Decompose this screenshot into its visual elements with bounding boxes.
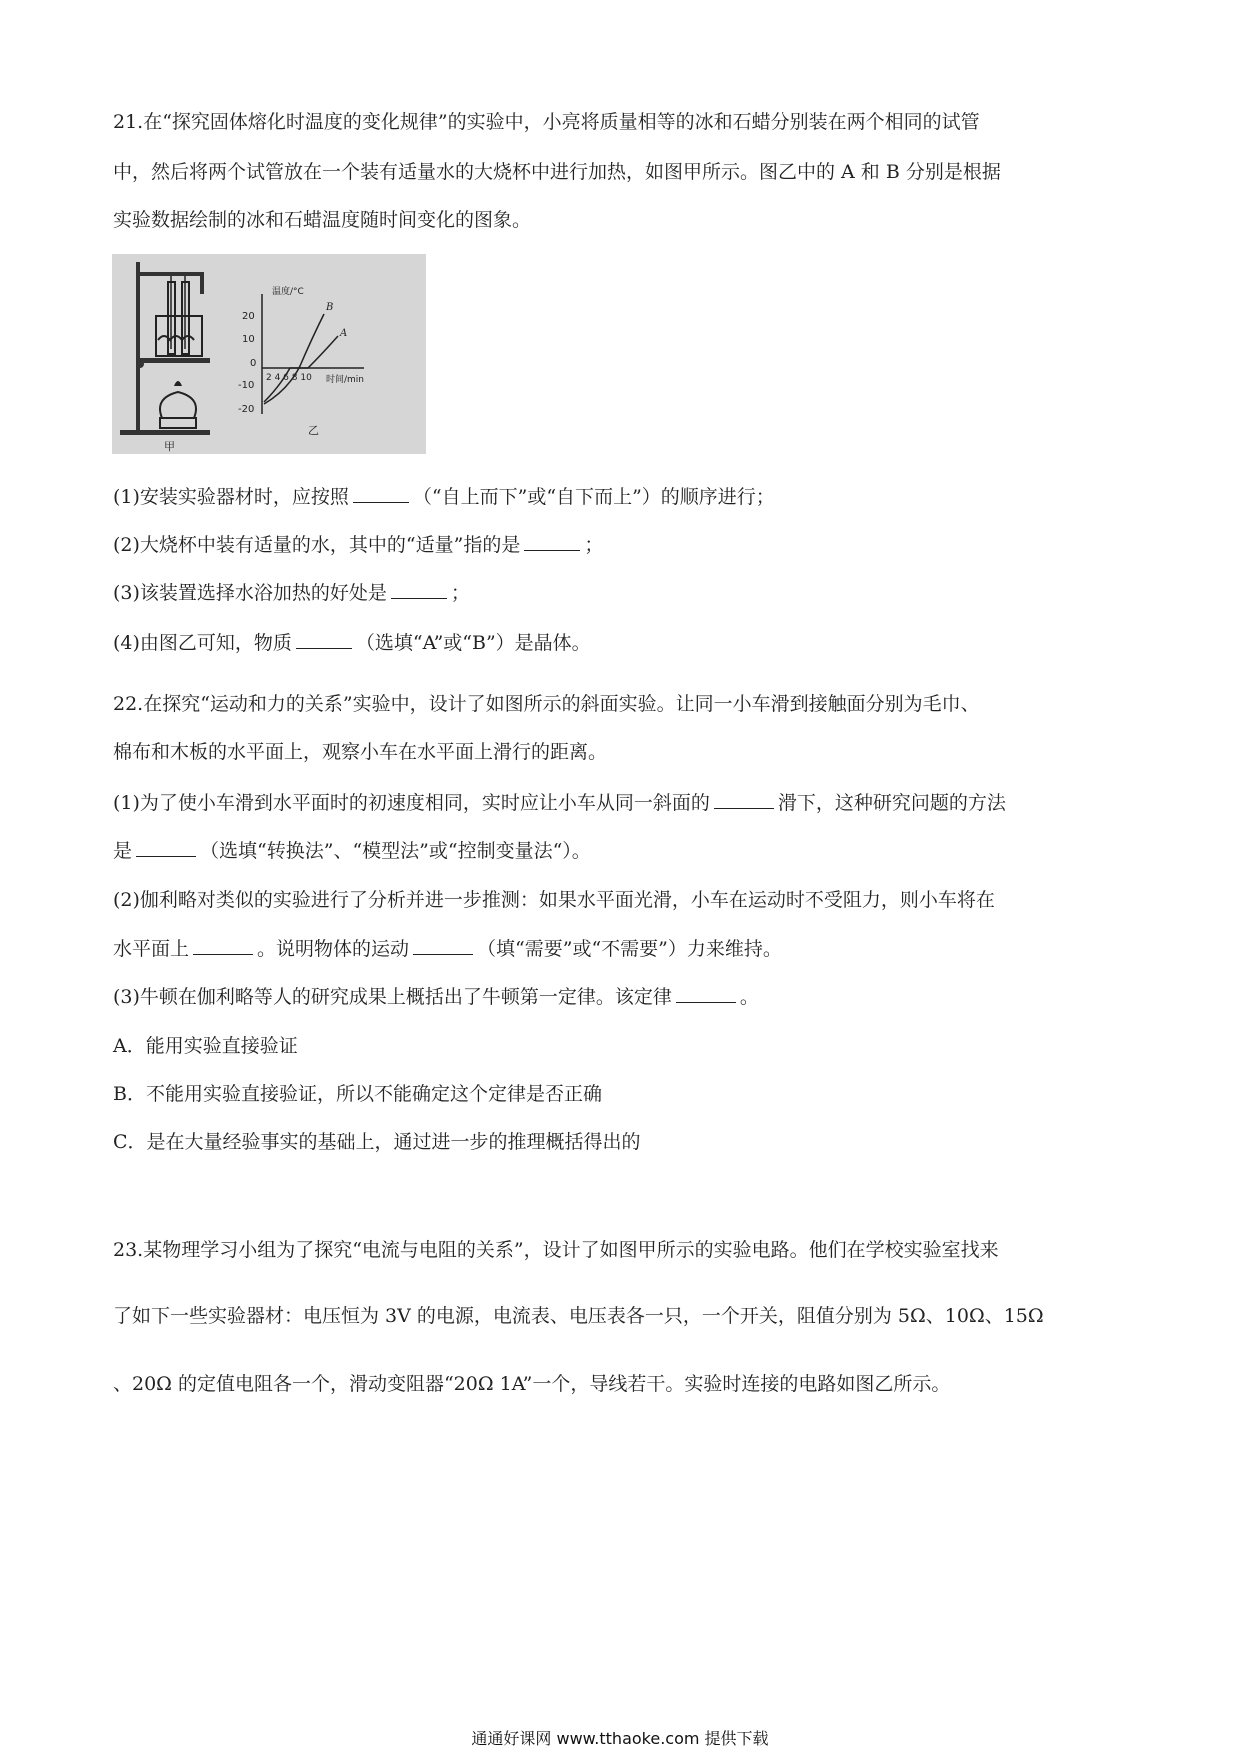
q21-part-1-hint: （“自上而下”或“自下而上”）的顺序进行； — [412, 486, 775, 508]
figure-illustration — [112, 254, 426, 454]
q22-part-1-line-1 — [113, 790, 1006, 815]
q23-line-2: 了如下一些实验器材：电压恒为 3V 的电源，电流表、电压表各一只，一个开关，阻值分别为 5Ω、10Ω、15Ω — [113, 1305, 1044, 1327]
q21-part-4-hint: （选填“A”或“B”）是晶体。 — [355, 632, 591, 654]
answer-blank[interactable] — [296, 630, 352, 649]
q22-option-c[interactable]: C．是在大量经验事实的基础上，通过进一步的推理概括得出的 — [113, 1131, 641, 1153]
curve-a-label: A — [340, 328, 348, 339]
q22-part-1b-text: 是 — [113, 840, 133, 862]
footer-source: 通通好课网 www.tthaoke.com 提供下载 — [471, 1729, 769, 1748]
stand-base — [120, 430, 210, 435]
y-tick-neg10: -10 — [238, 380, 255, 391]
q22-part-3-text: (3)牛顿在伽利略等人的研究成果上概括出了牛顿第一定律。该定律 — [113, 986, 672, 1008]
experiment-figure — [112, 254, 426, 454]
q21-part-2-text: (2)大烧杯中装有适量的水，其中的“适量”指的是 — [113, 534, 521, 556]
q22-part-1-text-end: 滑下，这种研究问题的方法 — [777, 792, 1006, 814]
q22-part-1-text: (1)为了使小车滑到水平面时的初速度相同，实时应让小车从同一斜面的 — [113, 792, 710, 814]
q22-part-2-line-1: (2)伽利略对类似的实验进行了分析并进一步推测：如果水平面光滑，小车在运动时不受阻力，则小车将在 — [113, 889, 995, 911]
q21-stem-line-3-final: 实验数据绘制的冰和石蜡温度随时间变化的图象。 — [113, 209, 532, 231]
q21-stem-line-1: 21.在“探究固体熔化时温度的变化规律”的实验中，小亮将质量相等的冰和石蜡分别装在两个相同的试管 — [113, 111, 980, 133]
q22-part-3-end: 。 — [739, 986, 759, 1008]
answer-blank[interactable] — [413, 936, 473, 955]
answer-blank[interactable] — [136, 838, 196, 857]
y-tick-20: 20 — [242, 311, 255, 322]
q22-part-3 — [113, 984, 759, 1009]
q23-line-3: 、20Ω 的定值电阻各一个，滑动变阻器“20Ω 1A”一个，导线若干。实验时连接的电路如图乙所示。 — [113, 1373, 951, 1395]
q22-stem-line-2: 棉布和木板的水平面上，观察小车在水平面上滑行的距离。 — [113, 741, 608, 763]
answer-blank[interactable] — [391, 580, 447, 599]
q21-part-3 — [113, 580, 470, 605]
answer-blank[interactable] — [193, 936, 253, 955]
q21-part-2-end: ； — [584, 534, 604, 556]
q22-option-a[interactable]: A．能用实验直接验证 — [113, 1035, 298, 1057]
graph-xlabel: 时间/min — [326, 375, 365, 385]
curve-b-label: B — [326, 302, 334, 313]
q21-part-3-text: (3)该装置选择水浴加热的好处是 — [113, 582, 387, 604]
q22-option-b[interactable]: B．不能用实验直接验证，所以不能确定这个定律是否正确 — [113, 1083, 602, 1105]
stand-pole — [136, 262, 140, 432]
figure-label-jia: 甲 — [164, 440, 175, 453]
y-tick-neg20: -20 — [238, 404, 255, 415]
q21-part-3-end: ； — [450, 582, 470, 604]
q22-part-1b-hint: （选填“转换法”、“模型法”或“控制变量法“）。 — [200, 840, 591, 862]
q22-part-2b-text: 水平面上 — [113, 938, 190, 960]
answer-blank[interactable] — [676, 984, 736, 1003]
q21-part-2 — [113, 532, 603, 557]
graph-ylabel: 温度/°C — [272, 287, 304, 297]
q21-part-1-text: (1)安装实验器材时，应按照 — [113, 486, 349, 508]
q22-stem-line-1: 22.在探究“运动和力的关系”实验中，设计了如图所示的斜面实验。让同一小车滑到接触面分别为毛巾、 — [113, 693, 980, 715]
q22-part-2-line-2 — [113, 936, 782, 961]
answer-blank[interactable] — [353, 484, 409, 503]
y-tick-0: 0 — [250, 358, 257, 369]
x-ticks: 2 4 6 8 10 — [266, 373, 312, 383]
q21-part-4-text: (4)由图乙可知，物质 — [113, 632, 292, 654]
q21-part-4 — [113, 630, 591, 655]
answer-blank[interactable] — [524, 532, 580, 551]
q22-part-2b-mid: 。说明物体的运动 — [257, 938, 410, 960]
figure-label-yi: 乙 — [308, 424, 319, 437]
answer-blank[interactable] — [714, 790, 774, 809]
q21-stem-line-2: 中，然后将两个试管放在一个装有适量水的大烧杯中进行加热，如图甲所示。图乙中的 A 和 B 分别是根据 — [113, 161, 1001, 183]
q22-part-2b-hint: （填“需要”或“不需要”）力来维持。 — [477, 938, 782, 960]
q23-line-1: 23.某物理学习小组为了探究“电流与电阻的关系”，设计了如图甲所示的实验电路。他们在学校实验室找来 — [113, 1239, 999, 1261]
q21-part-1 — [113, 484, 775, 509]
q22-part-1-line-2 — [113, 838, 591, 863]
y-tick-10: 10 — [242, 334, 255, 345]
